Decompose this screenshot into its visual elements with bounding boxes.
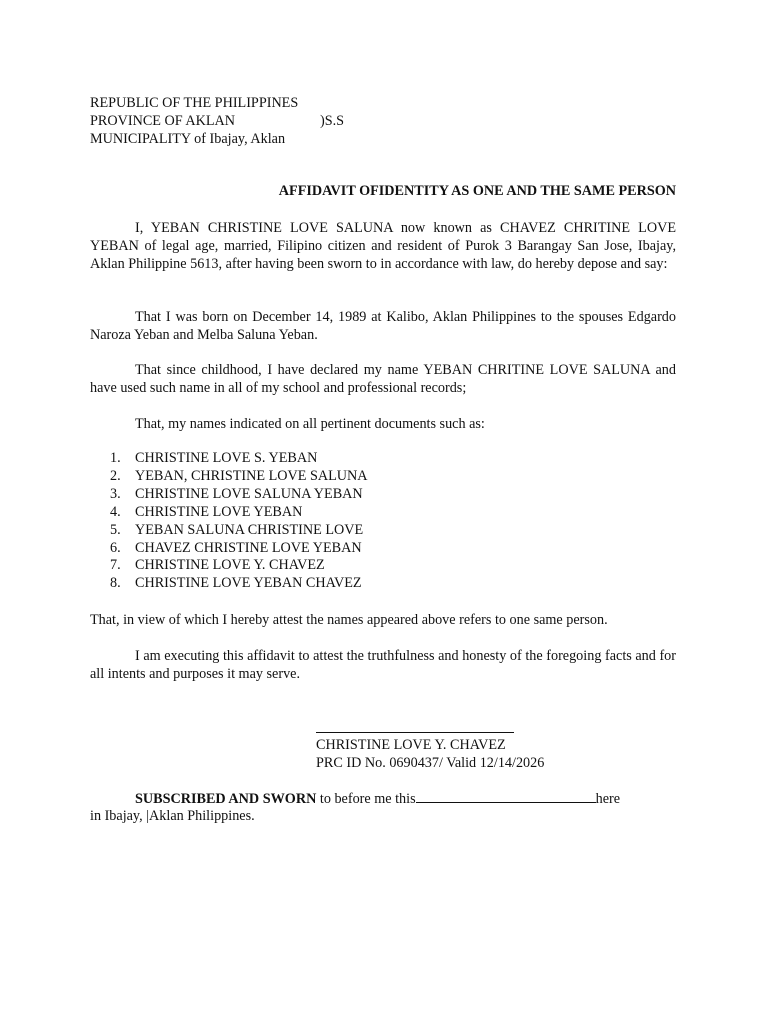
paragraph-born: That I was born on December 14, 1989 at Kalibo, Aklan Philippines to the spouses Edgardo Naroza Yeban and Melba Saluna Yeban. [90,309,676,343]
names-list [110,450,368,593]
list-number: 5. [110,521,121,538]
jurat-bold: SUBSCRIBED AND SWORN [135,791,317,807]
jurat-text: to before me this [316,791,416,807]
jurat-location: in Ibajay, |Aklan Philippines. [90,808,255,824]
list-name: CHRISTINE LOVE YEBAN [135,503,303,520]
signatory-name: CHRISTINE LOVE Y. CHAVEZ [316,737,506,753]
list-number: 2. [110,467,121,484]
paragraph-executing: I am executing this affidavit to attest the truthfulness and honesty of the foregoing facts and for all intents and purposes it may serve. [90,648,676,682]
header-province: PROVINCE OF AKLAN [90,113,236,129]
list-name: CHRISTINE LOVE Y. CHAVEZ [135,557,325,574]
list-item [110,522,368,540]
list-item [110,540,368,558]
list-number: 8. [110,575,121,592]
paragraph-attest: That, in view of which I hereby attest the names appeared above refers to one same person. [90,612,608,628]
header-ss: )S.S [320,113,345,129]
list-name: YEBAN, CHRISTINE LOVE SALUNA [135,467,368,484]
list-item [110,557,368,575]
list-item [110,468,368,486]
list-name: YEBAN SALUNA CHRISTINE LOVE [135,521,364,538]
date-blank-line [416,789,596,803]
list-name: CHRISTINE LOVE YEBAN CHAVEZ [135,575,362,592]
header-republic: REPUBLIC OF THE PHILIPPINES [90,95,299,111]
paragraph-childhood: That since childhood, I have declared my name YEBAN CHRITINE LOVE SALUNA and have used such name in all of my school and professional records; [90,362,676,396]
list-number: 1. [110,450,121,466]
paragraph-names-intro: That, my names indicated on all pertinent documents such as: [135,416,485,432]
list-item [110,486,368,504]
jurat-line [135,789,620,808]
header-municipality: MUNICIPALITY of Ibajay, Aklan [90,131,286,147]
paragraph-intro: I, YEBAN CHRISTINE LOVE SALUNA now known as CHAVEZ CHRITINE LOVE YEBAN of legal age, married, Filipino citizen and resident of Purok 3 Barangay San Jose, Ibajay, Aklan Philippine 5613, after having been sworn to in accordance with law, do hereby depose and say: [90,220,676,272]
list-name: CHRISTINE LOVE SALUNA YEBAN [135,485,363,502]
list-item [110,450,368,468]
list-number: 6. [110,539,121,556]
signature-line [316,732,514,733]
list-number: 7. [110,557,121,574]
prc-id: PRC ID No. 0690437/ Valid 12/14/2026 [316,755,545,771]
list-name: CHRISTINE LOVE S. YEBAN [135,450,318,466]
list-number: 4. [110,503,121,520]
list-item [110,504,368,522]
list-number: 3. [110,485,121,502]
jurat-here: here [595,791,621,807]
document-title: AFFIDAVIT OFIDENTITY AS ONE AND THE SAME PERSON [278,183,676,199]
list-name: CHAVEZ CHRISTINE LOVE YEBAN [135,539,362,556]
list-item [110,575,368,593]
